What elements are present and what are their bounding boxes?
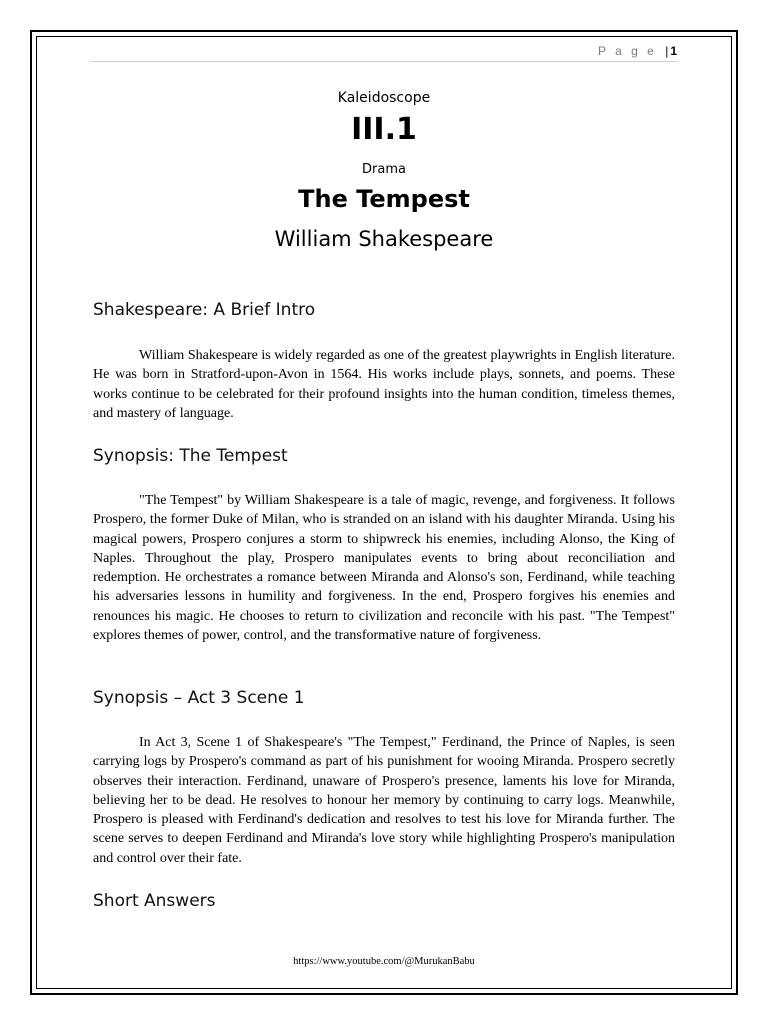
- genre-label: Drama: [362, 162, 406, 177]
- page-header: [598, 44, 677, 58]
- unit-number: III.1: [351, 112, 417, 147]
- section-heading-short-answers: Short Answers: [93, 891, 216, 911]
- section-body-act3: In Act 3, Scene 1 of Shakespeare's "The Tempest," Ferdinand, the Prince of Naples, is seen carrying logs by Prospero's command as part of his punishment for wooing Miranda. Prospero secretly observes their interaction. Ferdinand, unaware of Prospero's presence, laments his love for Miranda, believing her to be dead. He resolves to honour her memory by continuing to carry logs. Meanwhile, Prospero is pleased with Ferdinand's dedication and resolves to test his love for Miranda further. The scene serves to deepen Ferdinand and Miranda's love story while highlighting Prospero's manipulation and control over their fate.: [93, 735, 675, 866]
- page-number: 1: [670, 44, 677, 58]
- section-heading-act3: Synopsis – Act 3 Scene 1: [93, 688, 305, 708]
- section-body-intro: William Shakespeare is widely regarded as one of the greatest playwrights in English literature. He was born in Stratford-upon-Avon in 1564. His works include plays, sonnets, and poems. These works continue to be celebrated for their profound insights into the human condition, timeless themes, and mastery of language.: [93, 348, 675, 421]
- section-body-synopsis: "The Tempest" by William Shakespeare is a tale of magic, revenge, and forgiveness. It follows Prospero, the former Duke of Milan, who is stranded on an island with his daughter Miranda. Using his magical powers, Prospero conjures a storm to shipwreck his enemies, including Alonso, the King of Naples. Throughout the play, Prospero manipulates events to bring about reconciliation and redemption. He orchestrates a romance between Miranda and Alonso's son, Ferdinand, while teaching his adversaries lessons in humility and forgiveness. In the end, Prospero forgives his enemies and renounces his magic. He chooses to return to civilization and reconcile with his past. "The Tempest" explores themes of power, control, and the transformative nature of forgiveness.: [93, 493, 675, 644]
- author-name: William Shakespeare: [274, 227, 494, 251]
- section-heading-synopsis: Synopsis: The Tempest: [93, 446, 288, 466]
- section-heading-intro: Shakespeare: A Brief Intro: [93, 300, 316, 320]
- footer-link[interactable]: https://www.youtube.com/@MurukanBabu: [293, 956, 475, 967]
- page-separator: |: [665, 44, 669, 58]
- series-name: Kaleidoscope: [337, 90, 431, 106]
- header-rule: [90, 61, 678, 62]
- page-label: P a g e: [598, 44, 657, 58]
- document-title: The Tempest: [298, 185, 470, 213]
